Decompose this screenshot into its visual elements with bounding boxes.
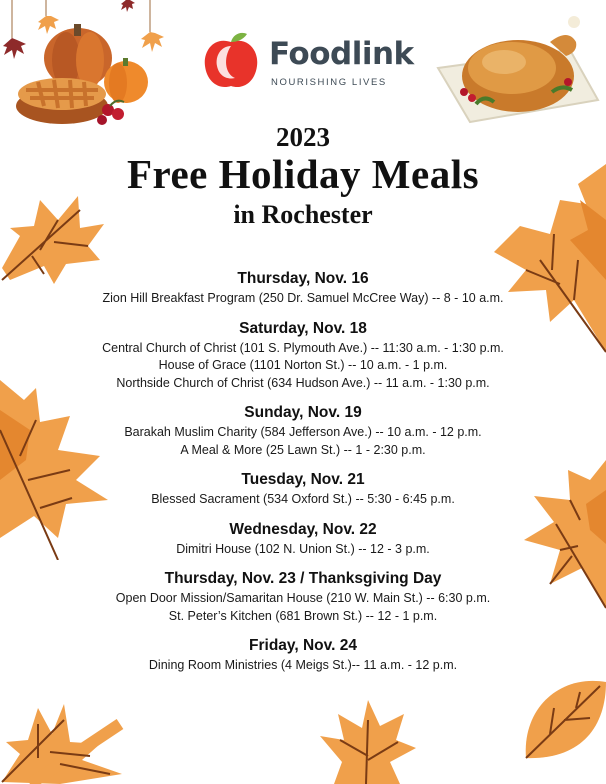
day-heading: Sunday, Nov. 19 [244, 404, 362, 421]
meal-event: Northside Church of Christ (634 Hudson Ave.) -- 11 a.m. - 1:30 p.m. [116, 375, 490, 390]
meal-schedule [0, 268, 606, 685]
maple-leaf-bottom-center [316, 700, 416, 784]
pumpkin-pie-illustration [14, 10, 154, 128]
day-section [0, 519, 606, 559]
meal-event: House of Grace (1101 Norton St.) -- 10 a.m. - 1 p.m. [158, 358, 448, 372]
day-section [0, 568, 606, 625]
day-section [0, 469, 606, 509]
meal-event: Open Door Mission/Samaritan House (210 W. Main St.) -- 6:30 p.m. [115, 591, 491, 605]
day-heading: Thursday, Nov. 23 / Thanksgiving Day [164, 570, 442, 587]
meal-event: Zion Hill Breakfast Program (250 Dr. Samuel McCree Way) -- 8 - 10 a.m. [102, 291, 504, 305]
city-subtitle: in Rochester [233, 200, 373, 229]
page-title: Free Holiday Meals [126, 151, 480, 197]
meal-event: Central Church of Christ (101 S. Plymouth Ave.) -- 11:30 a.m. - 1:30 p.m. [102, 340, 504, 355]
meal-event: Dimitri House (102 N. Union St.) -- 12 - 3 p.m. [176, 541, 430, 556]
roast-turkey-illustration [434, 12, 602, 128]
day-heading: Thursday, Nov. 16 [237, 270, 369, 287]
meal-event: A Meal & More (25 Lawn St.) -- 1 - 2:30 p.m. [180, 442, 426, 457]
meal-event: Blessed Sacrament (534 Oxford St.) -- 5:30 - 6:45 p.m. [151, 492, 455, 506]
foodlink-logo [203, 30, 413, 92]
day-section [0, 268, 606, 308]
day-heading: Friday, Nov. 24 [249, 637, 357, 654]
day-section [0, 318, 606, 393]
logo-tagline: NOURISHING LIVES [271, 77, 387, 88]
logo-wordmark: Foodlink [269, 36, 414, 72]
meal-event: Barakah Muslim Charity (584 Jefferson Ave.) -- 10 a.m. - 12 p.m. [124, 425, 482, 439]
day-section [0, 635, 606, 675]
apple-logo-icon [203, 32, 259, 90]
meal-event: St. Peter’s Kitchen (681 Brown St.) -- 12 - 1 p.m. [168, 608, 438, 623]
day-section [0, 402, 606, 459]
day-heading: Tuesday, Nov. 21 [241, 471, 365, 488]
day-heading: Wednesday, Nov. 22 [229, 520, 377, 538]
day-heading: Saturday, Nov. 18 [239, 319, 367, 337]
meal-event: Dining Room Ministries (4 Meigs St.)-- 11 a.m. - 12 p.m. [148, 658, 458, 672]
year-heading: 2023 [276, 122, 330, 152]
